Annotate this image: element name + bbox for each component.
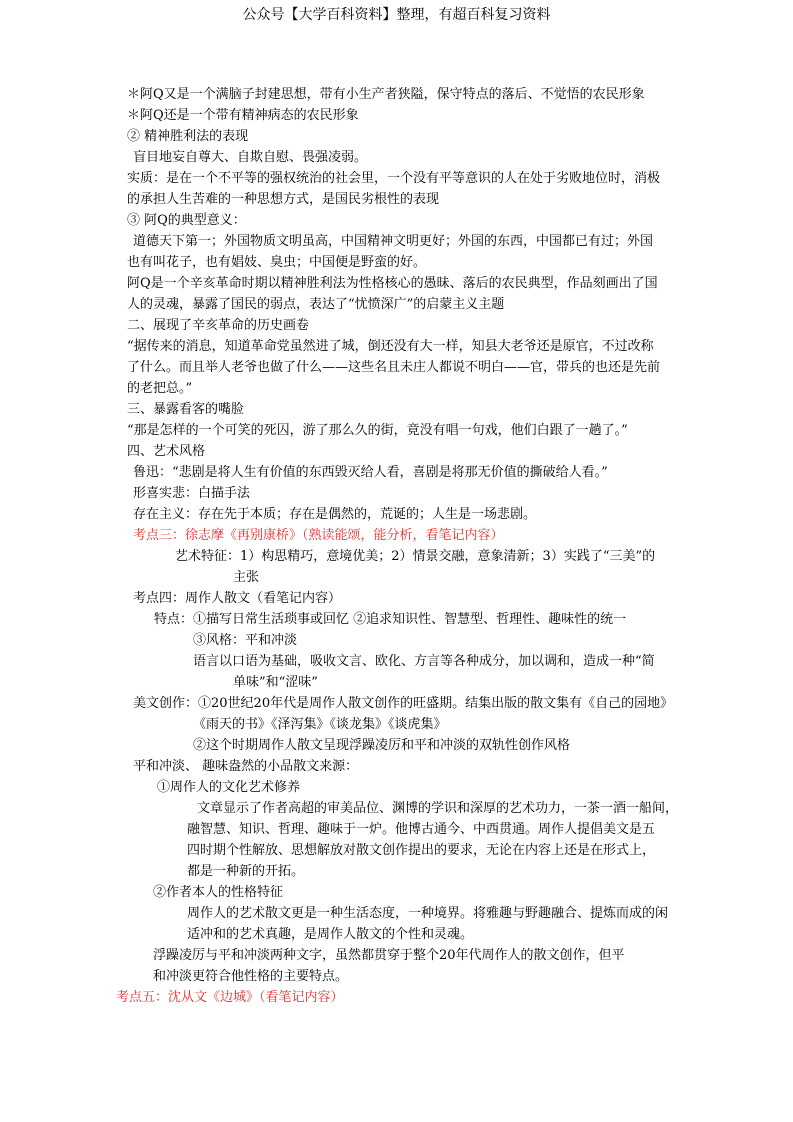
text-line: 了什么。而且举人老爷也做了什么——这些名且未庄人都说不明白——官，带兵的也还是先前 — [127, 360, 661, 375]
text-line: 四时期个性解放、思想解放对散文创作提出的要求，无论在内容上还是在形式上， — [187, 843, 656, 858]
text-line: 道德天下第一；外国物质文明虽高，中国精神文明更好；外国的东西，中国都已有过；外国 — [133, 234, 654, 249]
text-line: 浮躁凌厉与平和冲淡两种文字，虽然都贯穿于整个20年代周作人的散文创作，但平 — [153, 948, 625, 963]
text-line: 也有叫花子，也有娼妓、臭虫；中国便是野蛮的好。 — [127, 255, 427, 270]
text-line: 盲目地妄自尊大、自欺自慰、畏强凌弱。 — [133, 150, 368, 165]
text-line: 的老把总。” — [127, 381, 193, 396]
text-line: ② 精神胜利法的表现 — [127, 129, 249, 144]
text-line: 《雨天的书》《泽泻集》《谈龙集》《谈虎集》 — [193, 717, 447, 732]
page-header: 公众号【大学百科资料】整理，有超百科复习资料 — [242, 7, 551, 23]
text-line: 美文创作：①20世纪20年代是周作人散文创作的旺盛期。结集出版的散文集有《自己的园地》 — [133, 696, 674, 711]
text-line: 适冲和的艺术真趣，是周作人散文的个性和灵魂。 — [187, 927, 474, 942]
section-heading: 二、展现了辛亥革命的历史画卷 — [127, 318, 310, 333]
text-line: 的承担人生苦难的一种思想方式，是国民劣根性的表现 — [127, 192, 440, 207]
text-line: ③ 阿Q的典型意义： — [127, 213, 246, 228]
text-line: ①周作人的文化艺术修养 — [157, 780, 301, 795]
text-line: 实质：是在一个不平等的强权统治的社会里，一个没有平等意识的人在处于劣败地位时，消极 — [127, 171, 661, 186]
text-line: 形喜实悲：白描手法 — [133, 486, 251, 501]
text-line: 主张 — [233, 570, 260, 585]
text-line: ＊阿Q还是一个带有精神病态的农民形象 — [127, 108, 359, 123]
text-line: “那是怎样的一个可笑的死囚，游了那么久的街，竟没有唱一句戏，他们白跟了一趟了。” — [127, 423, 628, 438]
text-line: 存在主义：存在先于本质；存在是偶然的，荒诞的；人生是一场悲剧。 — [133, 507, 537, 522]
text-line: 融智慧、知识、哲理、趣味于一炉。他博古通今、中西贯通。周作人提倡美文是五 — [187, 822, 656, 837]
exam-point-heading: 考点四：周作人散文（看笔记内容） — [133, 591, 342, 606]
text-line: 人的灵魂，暴露了国民的弱点，表达了“忧愤深广”的启蒙主义主题 — [127, 297, 505, 312]
text-line: 鲁迅：“悲剧是将人生有价值的东西毁灭给人看，喜剧是将那无价值的撕破给人看。” — [133, 465, 608, 480]
text-line: 单味”和“涩味” — [233, 675, 318, 690]
text-line: 阿Q是一个辛亥革命时期以精神胜利法为性格核心的愚昧、落后的农民典型，作品刻画出了国 — [127, 276, 658, 291]
text-line: 平和冲淡、 趣味盎然的小品散文来源： — [133, 759, 359, 774]
text-line: ②这个时期周作人散文呈现浮躁凌厉和平和冲淡的双轨性创作风格 — [193, 738, 571, 753]
exam-point-heading: 考点三：徐志摩《再别康桥》（熟读能颂，能分析，看笔记内容） — [133, 528, 504, 543]
text-line: 和冲淡更符合他性格的主要特点。 — [153, 969, 349, 984]
text-line: 艺术特征：1）构思精巧，意境优美；2）情景交融，意象清新；3）实践了“三美”的 — [175, 549, 656, 564]
text-line: “据传来的消息，知道革命党虽然进了城，倒还没有大一样，知县大老爷还是原官，不过改称 — [127, 339, 654, 354]
text-line: 周作人的艺术散文更是一种生活态度，一种境界。将雅趣与野趣融合、提炼而成的闲 — [187, 906, 669, 921]
section-heading: 四、艺术风格 — [127, 444, 206, 459]
text-line: 文章显示了作者高超的审美品位、渊博的学识和深厚的艺术功力，一茶一酒一船间， — [197, 801, 679, 816]
section-heading: 三、暴露看客的嘴脸 — [127, 402, 245, 417]
text-line: ②作者本人的性格特征 — [153, 885, 284, 900]
text-line: 语言以口语为基础，吸收文言、欧化、方言等各种成分，加以调和，造成一种“简 — [193, 654, 655, 669]
text-line: ③风格：平和冲淡 — [193, 633, 298, 648]
exam-point-heading: 考点五：沈从文《边城》（看笔记内容） — [116, 990, 344, 1005]
text-line: ＊阿Q又是一个满脑子封建思想，带有小生产者狭隘，保守特点的落后、不觉悟的农民形象 — [127, 87, 645, 102]
text-line: 都是一种新的开拓。 — [187, 864, 305, 879]
text-line: 特点：①描写日常生活琐事或回忆 ②追求知识性、智慧型、哲理性、趣味性的统一 — [154, 612, 627, 627]
